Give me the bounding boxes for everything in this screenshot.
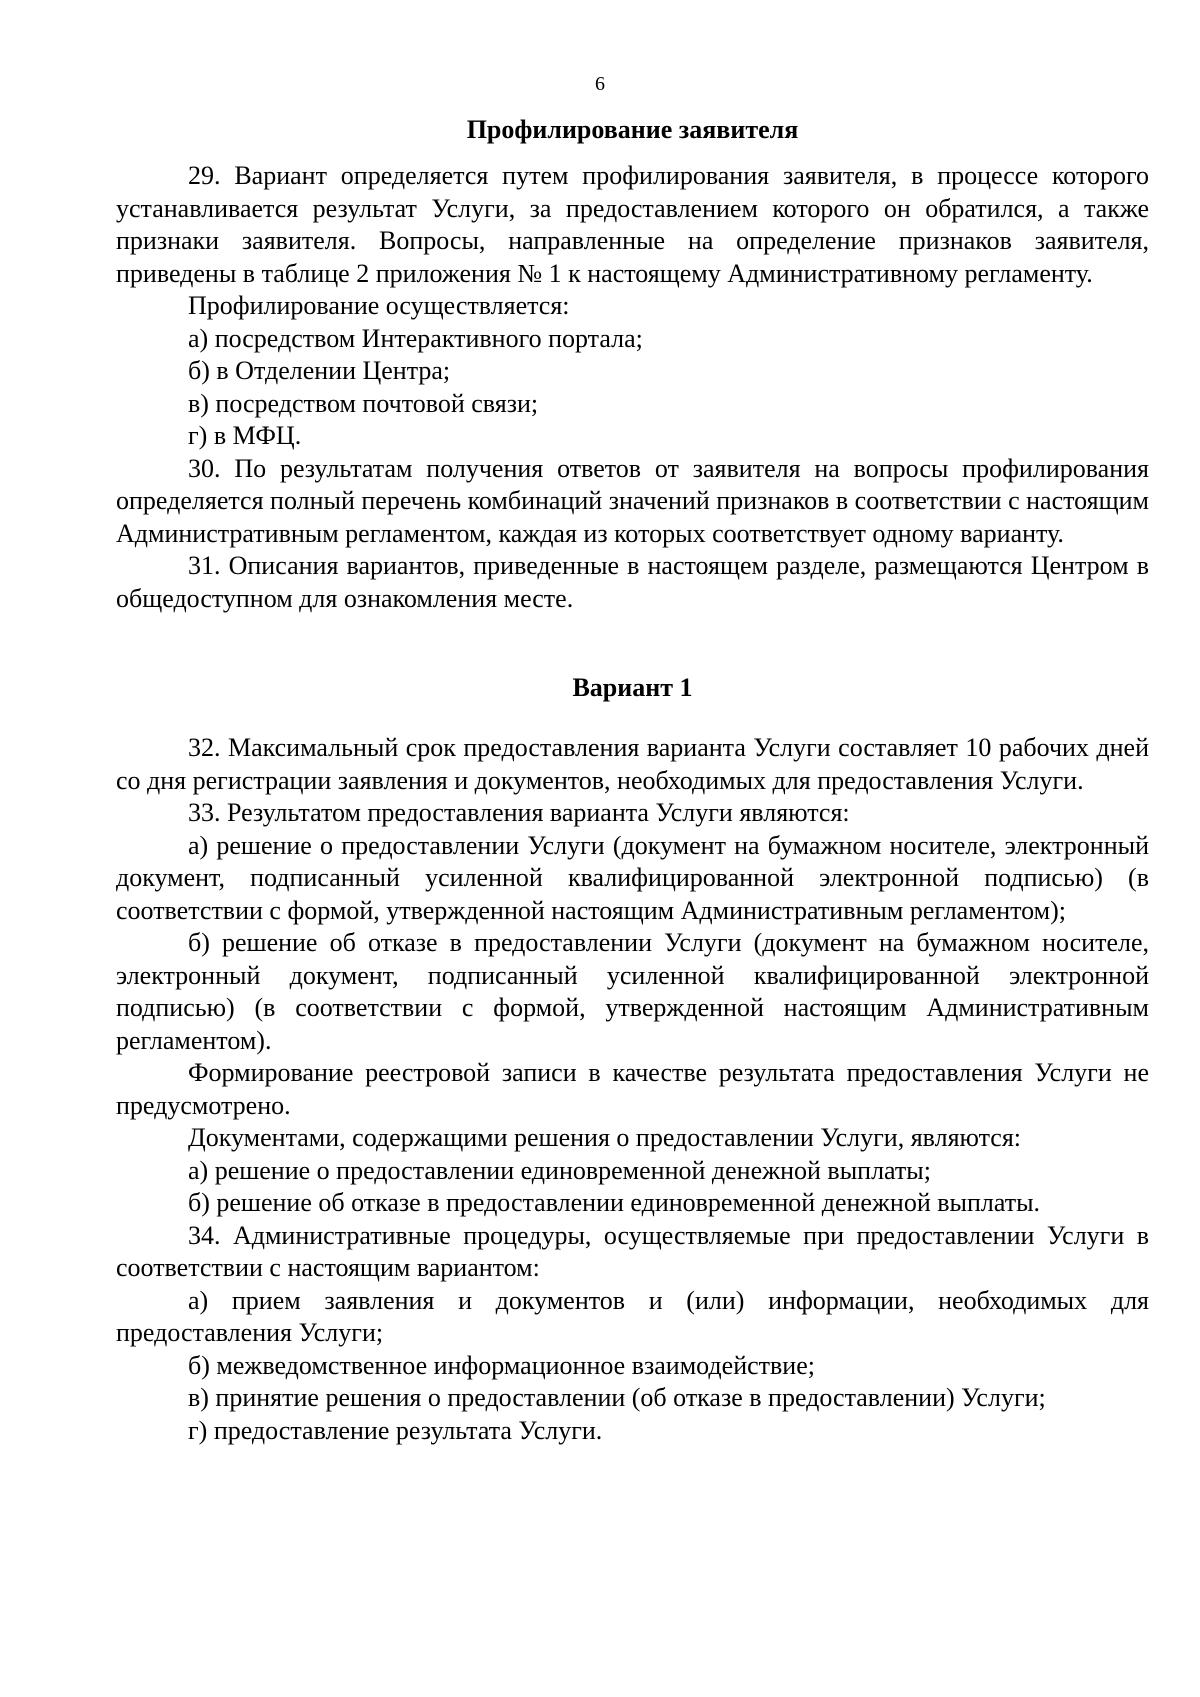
section-profiling-body [116, 160, 1149, 615]
section-variant-1-body [116, 732, 1149, 1447]
list-item-34-v: в) принятие решения о предоставлении (об отказе в предоставлении) Услуги; [188, 1383, 1046, 1412]
paragraph-31: 31. Описания вариантов, приведенные в настоящем разделе, размещаются Центром в общедоступном для ознакомления месте. [116, 551, 1149, 613]
paragraph-decision-documents: Документами, содержащими решения о предоставлении Услуги, являются: [188, 1123, 1022, 1152]
paragraph-34: 34. Административные процедуры, осуществляемые при предоставлении Услуги в соответствии с настоящим вариантом: [116, 1220, 1149, 1282]
list-item-decision-b: б) решение об отказе в предоставлении единовременной денежной выплаты. [188, 1188, 1041, 1217]
list-item-decision-a: а) решение о предоставлении единовременной денежной выплаты; [188, 1155, 931, 1185]
section-title-variant-1: Вариант 1 [572, 673, 693, 702]
list-item-g-mfc: г) в МФЦ. [188, 421, 302, 450]
list-item-34-g: г) предоставление результата Услуги. [188, 1415, 603, 1445]
paragraph-profiling-intro: Профилирование осуществляется: [188, 291, 570, 320]
list-item-34-a: а) прием заявления и документов и (или) информации, необходимых для предоставления Услуги; [116, 1285, 1149, 1347]
paragraph-30: 30. По результатам получения ответов от заявителя на вопросы профилирования определяется полный перечень комбинаций значений признаков в соответствии с настоящим Административным регламентом, каждая из которых соответствует одному варианту. [116, 453, 1149, 548]
list-item-v-post: в) посредством почтовой связи; [188, 388, 539, 418]
paragraph-32: 32. Максимальный срок предоставления варианта Услуги составляет 10 рабочих дней со дня регистрации заявления и документов, необходимых для предоставления Услуги. [116, 733, 1149, 795]
list-item-b-center: б) в Отделении Центра; [188, 356, 451, 385]
list-item-a-portal: а) посредством Интерактивного портала; [188, 323, 643, 353]
list-item-34-b: б) межведомственное информационное взаимодействие; [188, 1350, 815, 1380]
list-item-33-a: а) решение о предоставлении Услуги (документ на бумажном носителе, электронный документ, подписанный усиленной квалифицированной электронной подписью) (в соответствии с формой, утвержденной настоящим Административным регламентом); [116, 830, 1149, 925]
section-title-profiling: Профилирование заявителя [466, 115, 799, 144]
list-item-33-b: б) решение об отказе в предоставлении Услуги (документ на бумажном носителе, электронный документ, подписанный усиленной квалифицированной электронной подписью) (в соответствии с формой, утвержденной настоящим Административным регламентом). [116, 928, 1149, 1055]
paragraph-29: 29. Вариант определяется путем профилирования заявителя, в процессе которого устанавливается результат Услуги, за предоставлением которого он обратился, а также признаки заявителя. Вопросы, направленные на определение признаков заявителя, приведены в таблице 2 приложения № 1 к настоящему Административному регламенту. [116, 161, 1149, 288]
paragraph-registry-record: Формирование реестровой записи в качестве результата предоставления Услуги не предусмотрено. [116, 1058, 1149, 1120]
paragraph-33: 33. Результатом предоставления варианта Услуги являются: [188, 798, 850, 827]
page-number: 6 [595, 73, 605, 95]
